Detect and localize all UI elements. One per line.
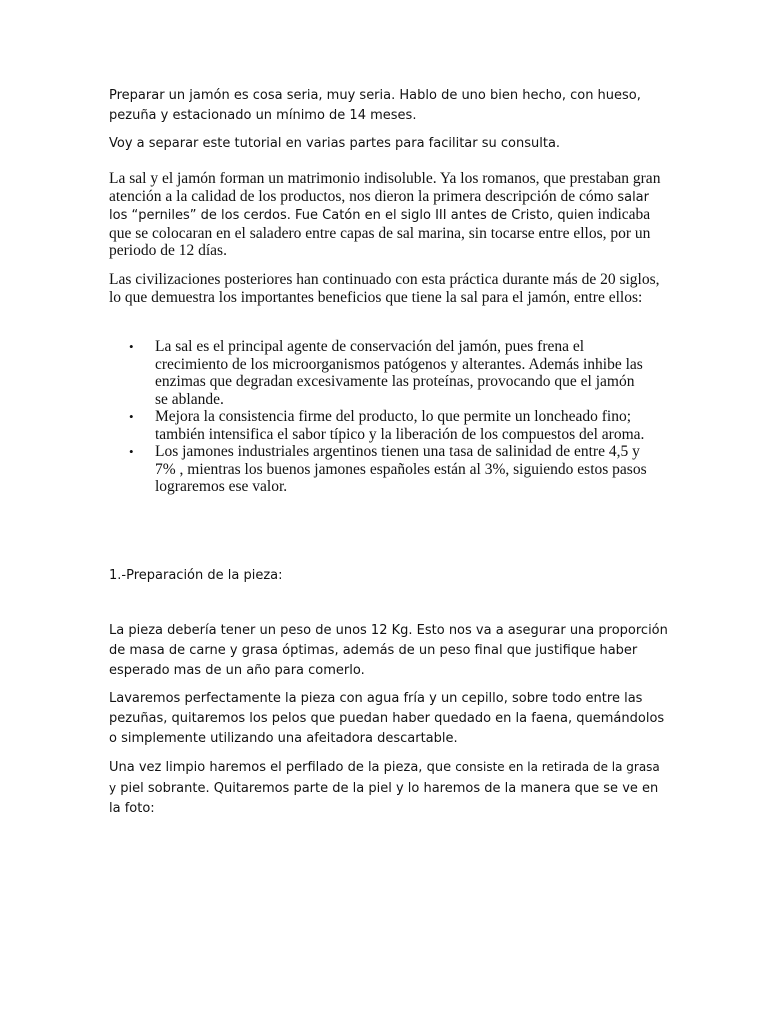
civilizations-paragraph: Las civilizaciones posteriores han continuado con esta práctica durante más de 20 siglos, lo que demuestra los importantes beneficios que tiene la sal para el jamón, entre ellos:	[109, 271, 660, 306]
weight-paragraph: La pieza debería tener un peso de unos 12 Kg. Esto nos va a asegurar una proporción de masa de carne y grasa óptimas, además de un peso final que justifique haber esperado mas de un año para comerlo.	[109, 623, 668, 678]
list-item	[109, 408, 649, 443]
trimming-text-a: Una vez limpio haremos el perfilado de la pieza, que	[109, 760, 456, 775]
benefits-list	[109, 338, 649, 496]
salt-history-text-a: La sal y el jamón forman un matrimonio indisoluble. Ya los romanos, que prestaban gran atención a la calidad de los productos, nos dieron la primera descripción de cómo	[109, 170, 661, 205]
section-heading: 1.-Preparación de la pieza:	[109, 568, 283, 583]
bullet-icon: •	[129, 409, 134, 424]
list-item-text: La sal es el principal agente de conservación del jamón, pues frena el crecimiento de los microorganismos patógenos y alterantes. Además inhibe las enzimas que degradan excesivamente las proteínas, provocando que el jamón se ablande.	[155, 338, 643, 408]
intro-paragraph: Preparar un jamón es cosa seria, muy seria. Hablo de uno bien hecho, con hueso, pezuña y estacionado un mínimo de 14 meses.	[109, 88, 641, 123]
salt-history-text-c: indicaba que se colocaran en el saladero entre capas de sal marina, sin tocarse entre ellos, por un periodo de 12 días.	[109, 206, 651, 259]
trimming-text-b: consiste en la retirada de la grasa y	[109, 760, 660, 795]
list-item-text: Los jamones industriales argentinos tienen una tasa de salinidad de entre 4,5 y 7% , mientras los buenos jamones españoles están al 3%, siguiendo estos pasos lograremos ese valor.	[155, 443, 647, 495]
trimming-paragraph	[109, 757, 669, 819]
tutorial-note-paragraph: Voy a separar este tutorial en varias partes para facilitar su consulta.	[109, 136, 561, 151]
washing-paragraph: Lavaremos perfectamente la pieza con agua fría y un cepillo, sobre todo entre las pezuñas, quitaremos los pelos que puedan haber quedado en la faena, quemándolos o simplemente utilizando una afeitadora descartable.	[109, 691, 665, 746]
list-item	[109, 338, 649, 408]
trimming-text-c: piel sobrante. Quitaremos parte de la piel y lo haremos de la manera que se ve en la foto:	[109, 781, 659, 816]
list-item-text: Mejora la consistencia firme del producto, lo que permite un loncheado fino; también intensifica el sabor típico y la liberación de los compuestos del aroma.	[155, 408, 645, 443]
bullet-icon: •	[129, 339, 134, 354]
salt-history-text-b: salar los “perniles” de los cerdos. Fue Catón en el siglo III antes de Cristo, quien	[109, 189, 649, 223]
list-item	[109, 443, 649, 496]
bullet-icon: •	[129, 444, 134, 459]
salt-history-paragraph	[109, 170, 669, 260]
